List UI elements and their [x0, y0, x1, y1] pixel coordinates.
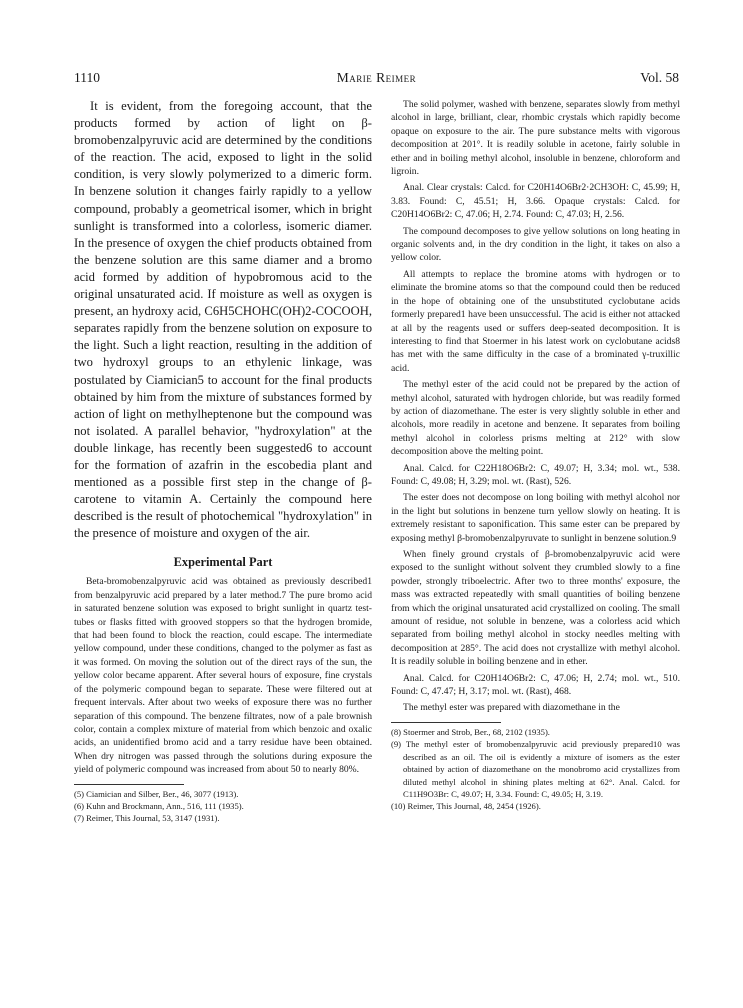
page-number: 1110	[74, 70, 100, 85]
paragraph: The methyl ester of the acid could not be prepared by the action of methyl alcohol, saturated with hydrogen chloride, but was readily formed by action of diazomethane. The ester is very slightly soluble in ether and alcohols, more readily in acetone and benzene. It separates from boiling methyl alcohol in colorless prisms melting at 212° with slow decomposition above the melting point.	[391, 379, 680, 458]
paragraph: When finely ground crystals of β-bromobenzalpyruvic acid were exposed to the sunlight without solvent they crumbled slowly to a fine powder, strongly triboelectric. After two to three months' exposure, the mass was extracted repeatedly with small quantities of boiling benzene from which the original unsaturated acid crystallized on cooling. The small amount of residue, not soluble in benzene, was a colorless acid which separated from boiling methyl alcohol in stocky needles melting with decomposition at 285°. The acid does not crystallize with methyl alcohol. It is readily soluble in boiling benzene and in ether.	[391, 549, 680, 668]
analysis-paragraph: Anal. Calcd. for C22H18O6Br2: C, 49.07; H, 3.34; mol. wt., 538. Found: C, 49.08; H, 3.29; mol. wt. (Rast), 526.	[391, 462, 680, 487]
right-column	[391, 98, 680, 813]
left-column	[74, 98, 372, 825]
footnotes	[391, 726, 680, 813]
footnote-divider	[74, 784, 184, 785]
paragraph: The solid polymer, washed with benzene, separates slowly from methyl alcohol in large, brilliant, clear, rhombic crystals which rapidly become opaque on exposure to the air. The pure substance melts with vigorous decomposition at 201°. It is readily soluble in acetone, fairly soluble in ether and in boiling methyl alcohol, insoluble in benzene, chloroform and ligroin.	[391, 99, 680, 178]
footnotes	[74, 788, 372, 825]
running-header	[74, 70, 679, 90]
paragraph: The methyl ester was prepared with diazomethane in the	[403, 702, 620, 714]
footnote: (8) Stoermer and Strob, Ber., 68, 2102 (1935).	[391, 726, 550, 737]
footnote: (7) Reimer, This Journal, 53, 3147 (1931).	[74, 813, 220, 824]
paragraph: The compound decomposes to give yellow solutions on long heating in organic solvents and, in the dry condition in the light, it takes on also a yellow color.	[391, 225, 680, 264]
experimental-paragraph: Beta-bromobenzalpyruvic acid was obtained as previously described1 from benzalpyruvic acid prepared by a later method.7 The pure bromo acid in saturated benzene solution was exposed to bright sunlight in quartz test-tubes or flasks fitted with grooved stoppers so that the hydrogen bromide, that had been found to block the reaction, could escape. The intermediate yellow compound, under these conditions, changed to the polymer as fast as it was formed. On moving the solution out of the direct rays of the sun, the yellow color became apparent. After several hours of exposure, fine crystals of the polymeric compound began to separate. These were filtered out at frequent intervals. After about two weeks of exposure there was no further separation of this compound. The benzene filtrates, now of a pale brownish color, contain a complex mixture of material from which benzoic and oxalic acids, an unidentified bromo acid and a tarry residue have been obtained. When dry nitrogen was passed through the solutions during exposure the yield of polymeric compound was increased from about 50 to nearly 80%.	[74, 576, 372, 776]
footnote: (10) Reimer, This Journal, 48, 2454 (1926).	[391, 801, 541, 812]
analysis-paragraph: Anal. Clear crystals: Calcd. for C20H14O6Br2·2CH3OH: C, 45.99; H, 3.83. Found: C, 45.51; H, 3.66. Opaque crystals: Calcd. for C20H14O6Br2: C, 47.06; H, 2.74. Found: C, 47.03; H, 2.56.	[391, 182, 680, 221]
paragraph: All attempts to replace the bromine atoms with hydrogen or to eliminate the bromine atoms so that the compound could then be reduced in the hope of obtaining one of the unsubstituted cyclobutane acids formerly prepared1 have been unsuccessful. The acid is either not attacked at all by the reagents used or suffers deep-seated decomposition. It is interesting to find that Stoermer in his latest work on cyclobutane acids8 has met with the same difficulty in the case of a brominated γ-truxillic acid.	[391, 268, 680, 374]
running-author: Marie Reimer	[336, 70, 417, 85]
section-heading: Experimental Part	[173, 555, 273, 570]
analysis-paragraph: Anal. Calcd. for C20H14O6Br2: C, 47.06; H, 2.74; mol. wt., 510. Found: C, 47.47; H, 3.17; mol. wt. (Rast), 468.	[391, 672, 680, 698]
footnote: (5) Ciamician and Silber, Ber., 46, 3077 (1913).	[74, 788, 239, 799]
footnote-divider	[391, 722, 501, 723]
footnote: (6) Kuhn and Brockmann, Ann., 516, 111 (1935).	[74, 800, 244, 811]
paragraph: The ester does not decompose on long boiling with methyl alcohol nor in the light but solutions in benzene turn yellow slowly on heating. It is extremely resistant to saponification. This same ester can be prepared by exposing methyl β-bromobenzalpyruvate to sunlight in benzene solution.9	[391, 492, 680, 544]
footnote: (9) The methyl ester of bromobenzalpyruvic acid previously prepared10 was described as an oil. The oil is evidently a mixture of isomers as the ester obtained by action of diazomethane on the monobromo acid crystallizes from diluted methyl alcohol in shining plates melting at 62°. Anal. Calcd. for C11H9O3Br: C, 49.07; H, 3.34. Found: C, 49.05; H, 3.19.	[391, 739, 680, 799]
volume-label: Vol. 58	[640, 70, 679, 85]
discussion-paragraph: It is evident, from the foregoing account, that the products formed by action of light on β-bromobenzalpyruvic acid are determined by the conditions of the reaction. The acid, exposed to light in the solid condition, is very slowly polymerized to a dimeric form. In benzene solution it changes fairly rapidly to a yellow compound, probably a geometrical isomer, which in bright sunlight is transformed into a colorless, isomeric diamer. In the presence of oxygen the chief products obtained from the benzene solution are this same diamer and a bromo acid formed by addition of hypobromous acid to the original unsaturated acid. If moisture as well as oxygen is present, an hydroxy acid, C6H5CHOHC(OH)2-COCOOH, separates rapidly from the benzene solution on exposure to the light. Such a light reaction, resulting in the addition of two hydroxyl groups to an ethylenic linkage, was postulated by Ciamician5 to account for the final products obtained by him from the mixture of substances formed by action of light on methylheptenone but the compound was not isolated. A parallel behavior, "hydroxylation" at the double linkage, has recently been suggested6 to account for the formation of azafrin in the escobedia plant and mentioned as a possible first step in the change of β-carotene to vitamin A. Certainly the compound here described is the result of photochemical "hydroxylation" in the presence of moisture and oxygen of the air.	[74, 99, 372, 541]
